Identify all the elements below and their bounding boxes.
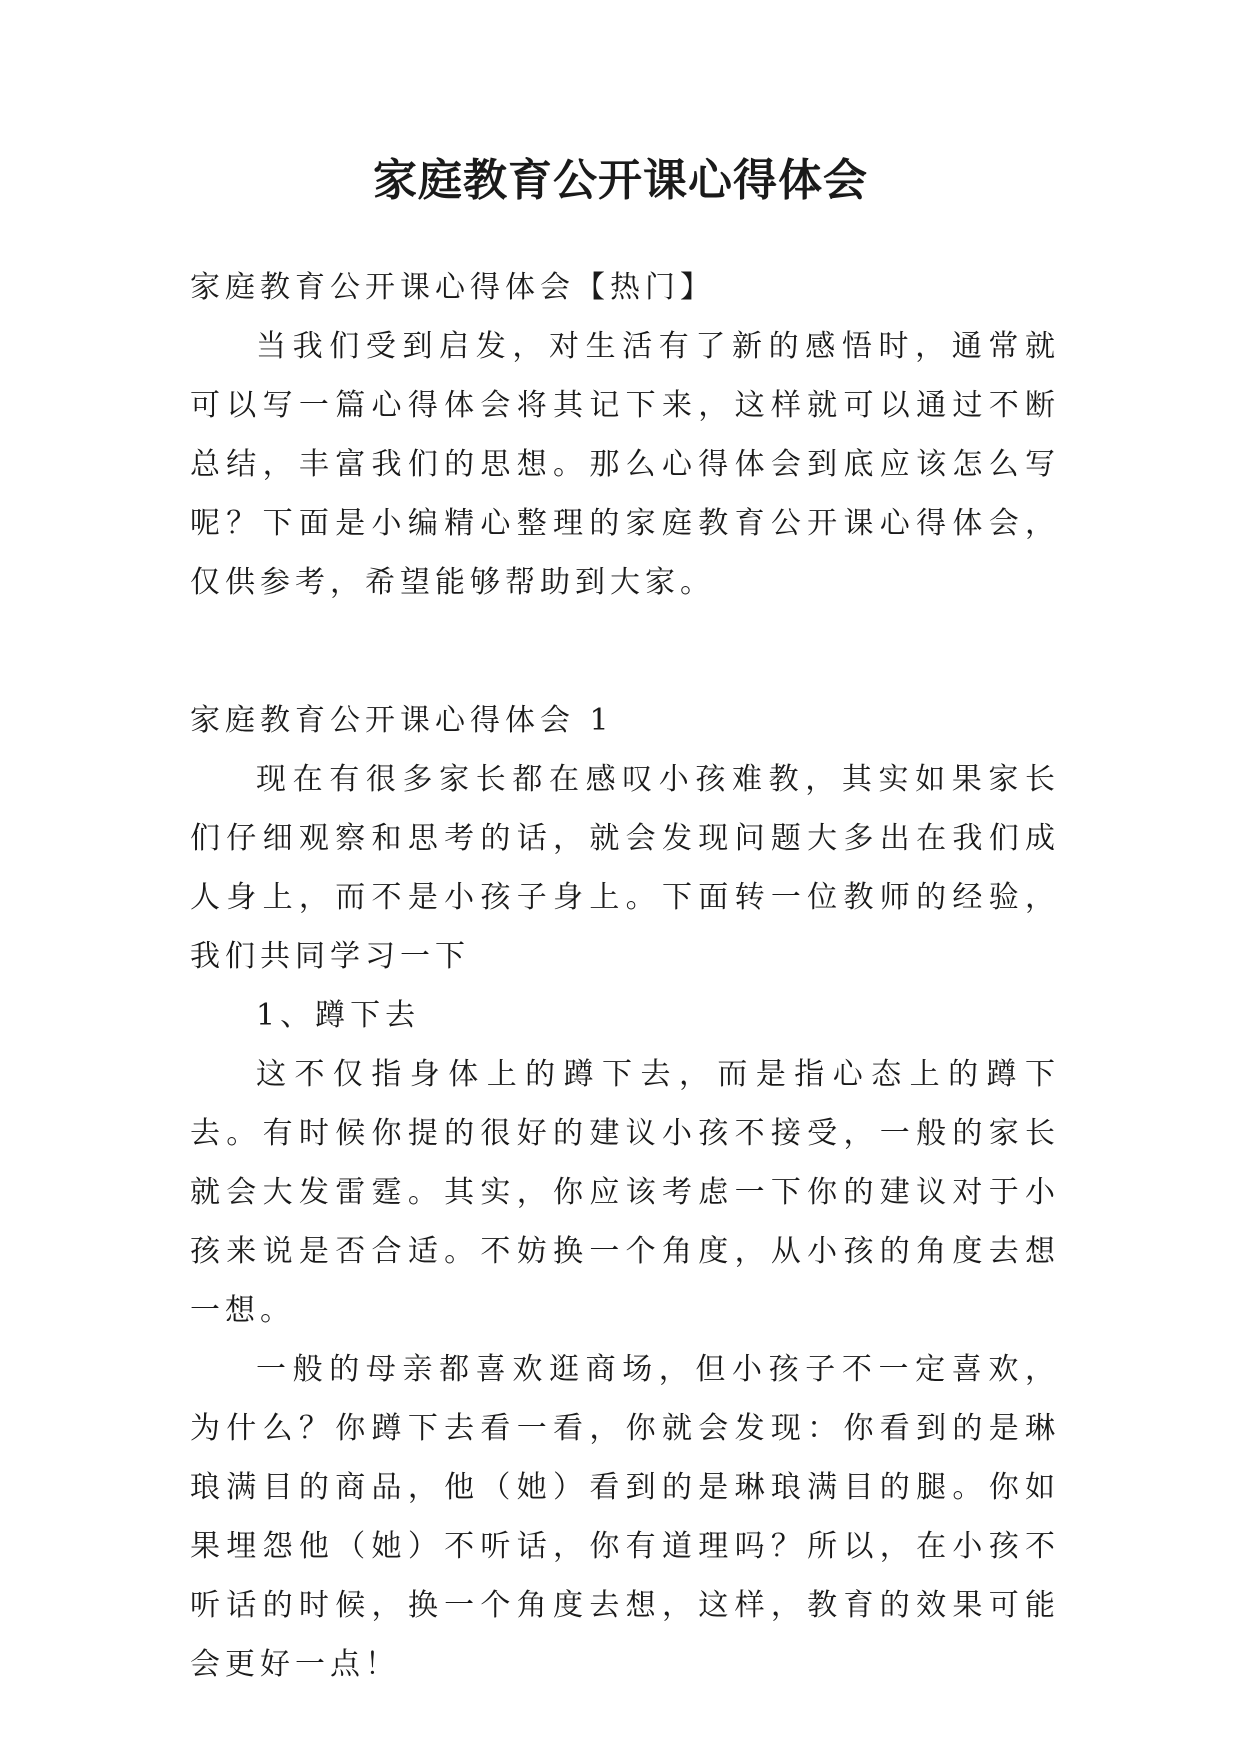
section-1-subheading: 1、蹲下去: [256, 998, 421, 1033]
section-1-heading: 家庭教育公开课心得体会 1: [190, 703, 614, 738]
intro-section: [190, 258, 1060, 612]
section-1: [190, 691, 1060, 1694]
section-1-paragraph: 一般的母亲都喜欢逛商场，但小孩子不一定喜欢，为什么？你蹲下去看一看，你就会发现：你看到的是琳琅满目的商品，他（她）看到的是琳琅满目的腿。你如果埋怨他（她）不听话，你有道理吗？所以，在小孩不听话的时候，换一个角度去想，这样，教育的效果可能会更好一点！: [190, 1352, 1060, 1682]
section-1-paragraph: 这不仅指身体上的蹲下去，而是指心态上的蹲下去。有时候你提的很好的建议小孩不接受，一般的家长就会大发雷霆。其实，你应该考虑一下你的建议对于小孩来说是否合适。不妨换一个角度，从小孩的角度去想一想。: [190, 1057, 1060, 1328]
document-title: 家庭教育公开课心得体会: [373, 155, 868, 206]
intro-paragraph: 当我们受到启发，对生活有了新的感悟时，通常就可以写一篇心得体会将其记下来，这样就可以通过不断总结，丰富我们的思想。那么心得体会到底应该怎么写呢？下面是小编精心整理的家庭教育公开课心得体会，仅供参考，希望能够帮助到大家。: [190, 329, 1060, 600]
intro-heading: 家庭教育公开课心得体会【热门】: [190, 270, 715, 305]
section-1-paragraph: 现在有很多家长都在感叹小孩难教，其实如果家长们仔细观察和思考的话，就会发现问题大多出在我们成人身上，而不是小孩子身上。下面转一位教师的经验，我们共同学习一下: [190, 762, 1060, 974]
